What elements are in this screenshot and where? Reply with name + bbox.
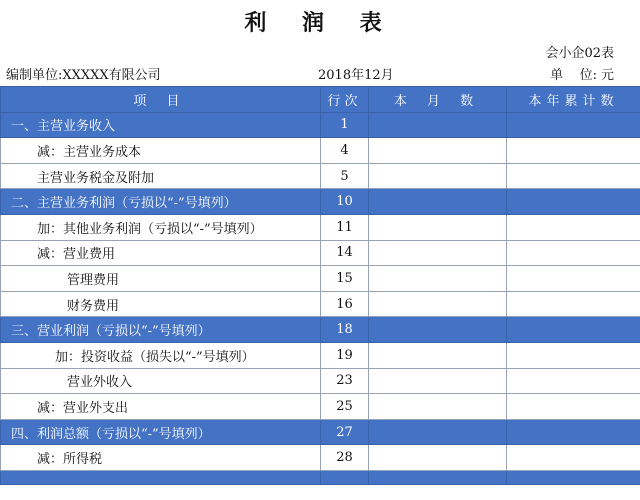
row-current-month-cell[interactable] <box>369 419 507 445</box>
row-line-number: 11 <box>321 214 369 240</box>
row-line-number: 19 <box>321 342 369 368</box>
row-current-month-cell[interactable] <box>369 445 507 471</box>
row-item: 三、营业利润（亏损以“-”号填列） <box>1 317 321 343</box>
row-current-month-cell[interactable] <box>369 214 507 240</box>
table-row <box>1 112 640 138</box>
row-line-number <box>321 470 369 484</box>
row-item: 减：所得税 <box>1 445 321 471</box>
row-current-month-cell[interactable] <box>369 138 507 164</box>
row-line-number: 16 <box>321 291 369 317</box>
table-row <box>1 368 640 394</box>
row-item: 二、主营业务利润（亏损以“-”号填列） <box>1 189 321 215</box>
row-year-to-date-cell[interactable] <box>507 470 640 484</box>
row-line-number: 15 <box>321 266 369 292</box>
row-current-month-cell[interactable] <box>369 266 507 292</box>
column-header-year-to-date: 本年累计数 <box>507 87 640 113</box>
row-current-month-cell[interactable] <box>369 317 507 343</box>
table-row <box>1 419 640 445</box>
row-current-month-cell[interactable] <box>369 291 507 317</box>
row-item: 管理费用 <box>1 266 321 292</box>
row-current-month-cell[interactable] <box>369 112 507 138</box>
row-year-to-date-cell[interactable] <box>507 266 640 292</box>
row-item <box>1 470 321 484</box>
table-row <box>1 189 640 215</box>
row-year-to-date-cell[interactable] <box>507 240 640 266</box>
reporting-entity: 编制单位:XXXXX有限公司 <box>6 68 161 83</box>
row-year-to-date-cell[interactable] <box>507 138 640 164</box>
row-item: 财务费用 <box>1 291 321 317</box>
row-line-number: 5 <box>321 163 369 189</box>
row-item: 主营业务税金及附加 <box>1 163 321 189</box>
table-row <box>1 138 640 164</box>
row-year-to-date-cell[interactable] <box>507 189 640 215</box>
row-year-to-date-cell[interactable] <box>507 214 640 240</box>
table-row <box>1 445 640 471</box>
table-row-partial <box>1 470 640 484</box>
row-item: 减：主营业务成本 <box>1 138 321 164</box>
row-line-number: 28 <box>321 445 369 471</box>
row-year-to-date-cell[interactable] <box>507 394 640 420</box>
row-line-number: 4 <box>321 138 369 164</box>
table-header-row <box>1 87 640 113</box>
row-current-month-cell[interactable] <box>369 189 507 215</box>
row-current-month-cell[interactable] <box>369 394 507 420</box>
row-item: 一、主营业务收入 <box>1 112 321 138</box>
table-row <box>1 240 640 266</box>
row-line-number: 23 <box>321 368 369 394</box>
row-current-month-cell[interactable] <box>369 163 507 189</box>
row-year-to-date-cell[interactable] <box>507 342 640 368</box>
row-line-number: 10 <box>321 189 369 215</box>
row-item: 减：营业费用 <box>1 240 321 266</box>
row-line-number: 27 <box>321 419 369 445</box>
row-line-number: 1 <box>321 112 369 138</box>
row-year-to-date-cell[interactable] <box>507 445 640 471</box>
form-code: 会小企02表 <box>545 46 614 61</box>
row-item: 四、利润总额（亏损以“-”号填列） <box>1 419 321 445</box>
row-year-to-date-cell[interactable] <box>507 112 640 138</box>
row-line-number: 14 <box>321 240 369 266</box>
currency-unit-value: 元 <box>600 68 614 83</box>
row-year-to-date-cell[interactable] <box>507 368 640 394</box>
row-year-to-date-cell[interactable] <box>507 419 640 445</box>
row-line-number: 18 <box>321 317 369 343</box>
currency-unit-label: 单 位: <box>550 68 597 83</box>
row-current-month-cell[interactable] <box>369 342 507 368</box>
row-year-to-date-cell[interactable] <box>507 291 640 317</box>
report-title: 利 润 表 <box>244 10 396 36</box>
row-item: 减：营业外支出 <box>1 394 321 420</box>
row-current-month-cell[interactable] <box>369 240 507 266</box>
row-line-number: 25 <box>321 394 369 420</box>
table-row <box>1 394 640 420</box>
row-year-to-date-cell[interactable] <box>507 163 640 189</box>
table-row <box>1 214 640 240</box>
currency-unit <box>550 64 614 83</box>
row-current-month-cell[interactable] <box>369 368 507 394</box>
income-statement-table <box>0 86 640 485</box>
row-item: 加：其他业务利润（亏损以“-”号填列） <box>1 214 321 240</box>
column-header-line: 行次 <box>321 87 369 113</box>
table-row <box>1 266 640 292</box>
row-current-month-cell[interactable] <box>369 470 507 484</box>
table-row <box>1 317 640 343</box>
table-row <box>1 342 640 368</box>
column-header-item: 项 目 <box>1 87 321 113</box>
row-item: 加：投资收益（损失以“-”号填列） <box>1 342 321 368</box>
report-period: 2018年12月 <box>318 68 394 83</box>
row-year-to-date-cell[interactable] <box>507 317 640 343</box>
table-row <box>1 163 640 189</box>
row-item: 营业外收入 <box>1 368 321 394</box>
column-header-current-month: 本 月 数 <box>369 87 507 113</box>
table-row <box>1 291 640 317</box>
